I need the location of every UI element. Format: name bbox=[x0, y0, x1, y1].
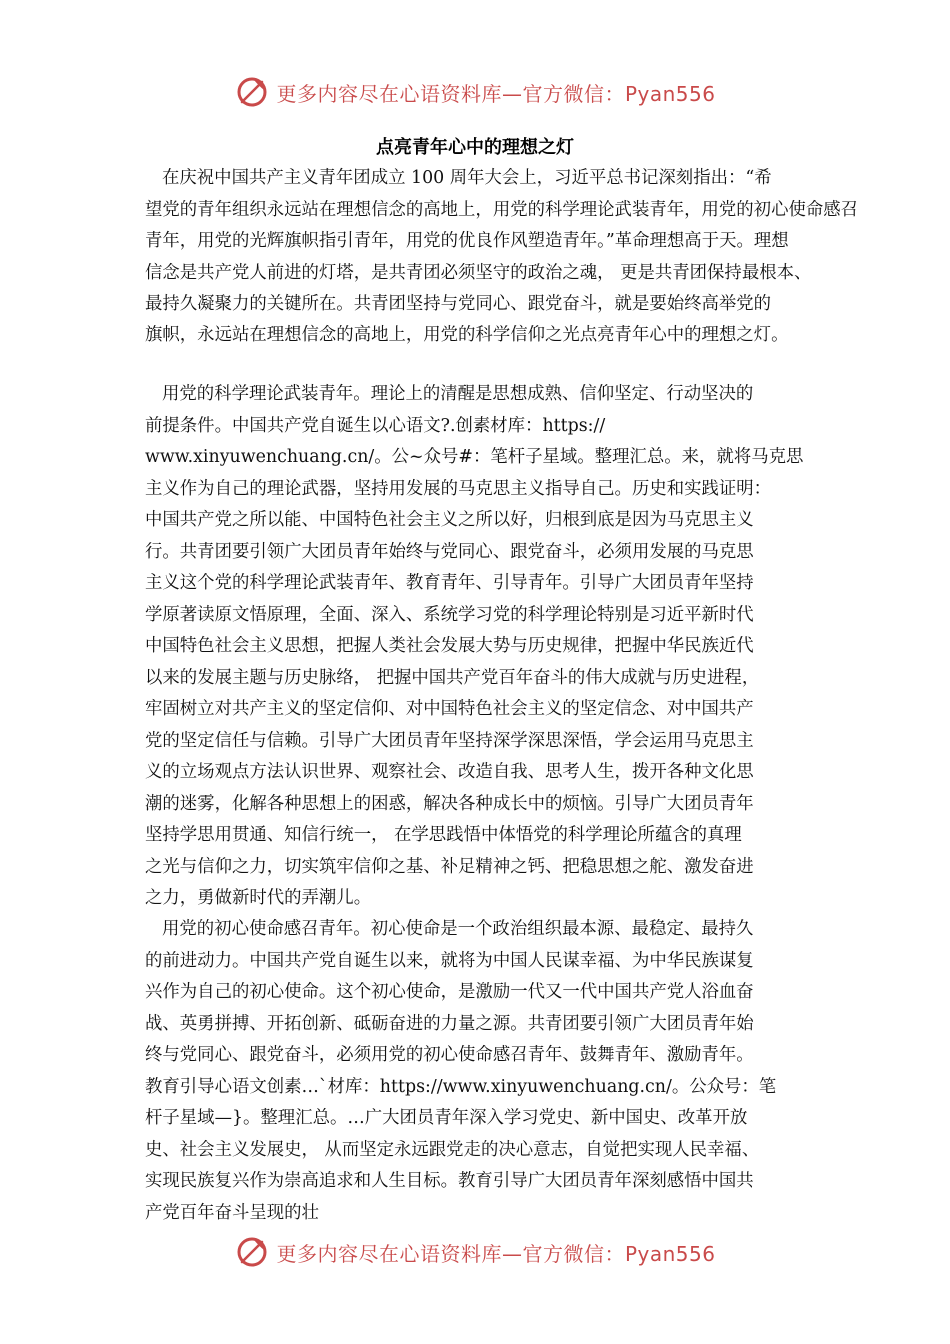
body-text-line: 教育引导心语文创素…`材库：https://www.xinyuwenchuang.cn/。公众号：笔 bbox=[145, 1077, 777, 1097]
body-text-line: 中国特色社会主义思想，把握人类社会发展大势与历史规律，把握中华民族近代 bbox=[145, 636, 754, 656]
body-text-line: www.xinyuwenchuang.cn/。公~众号#：笔杆子星域。整理汇总。来，就将马克思 bbox=[145, 447, 804, 467]
body-text-line: 史、社会主义发展史， 从而坚定永远跟党走的决心意志，自觉把实现人民幸福、 bbox=[145, 1140, 760, 1160]
body-text-line: 之光与信仰之力，切实筑牢信仰之基、补足精神之钙、把稳思想之舵、激发奋进 bbox=[145, 857, 754, 877]
body-text-line: 兴作为自己的初心使命。这个初心使命，是激励一代又一代中国共产党人浴血奋 bbox=[145, 982, 754, 1002]
body-text-line: 潮的迷雾，化解各种思想上的困惑，解决各种成长中的烦恼。引导广大团员青年 bbox=[145, 794, 754, 814]
body-text-line: 产党百年奋斗呈现的壮 bbox=[145, 1203, 319, 1223]
body-text-line: 主义作为自己的理论武器，坚持用发展的马克思主义指导自己。历史和实践证明： bbox=[145, 479, 772, 499]
body-text-line: 的前进动力。中国共产党自诞生以来，就将为中国人民谋幸福、为中华民族谋复 bbox=[145, 951, 754, 971]
body-text-line: 用党的初心使命感召青年。初心使命是一个政治组织最本源、最稳定、最持久 bbox=[162, 919, 754, 939]
body-text-line: 党的坚定信任与信赖。引导广大团员青年坚持深学深思深悟，学会运用马克思主 bbox=[145, 731, 754, 751]
document-title: 点亮青年心中的理想之灯 bbox=[376, 137, 574, 158]
body-text-line: 以来的发展主题与历史脉络， 把握中国共产党百年奋斗的伟大成就与历史进程， bbox=[145, 668, 760, 688]
body-text-line: 行。共青团要引领广大团员青年始终与党同心、跟党奋斗，必须用发展的马克思 bbox=[145, 542, 754, 562]
body-text-line: 终与党同心、跟党奋斗，必须用党的初心使命感召青年、鼓舞青年、激励青年。 bbox=[145, 1045, 754, 1065]
body-text-line: 青年，用党的光辉旗帜指引青年，用党的优良作风塑造青年。”革命理想高于天。理想 bbox=[145, 231, 789, 251]
body-text-line: 旗帜，永远站在理想信念的高地上，用党的科学信仰之光点亮青年心中的理想之灯。 bbox=[145, 325, 789, 345]
footer-watermark-banner bbox=[0, 1232, 950, 1272]
body-text-line: 望党的青年组织永远站在理想信念的高地上，用党的科学理论武装青年，用党的初心使命感召 bbox=[145, 200, 859, 220]
body-text-line: 牢固树立对共产主义的坚定信仰、对中国特色社会主义的坚定信念、对中国共产 bbox=[145, 699, 754, 719]
body-text-line: 战、英勇拼搏、开拓创新、砥砺奋进的力量之源。共青团要引领广大团员青年始 bbox=[145, 1014, 754, 1034]
quill-logo-icon bbox=[234, 74, 270, 110]
body-text-line: 用党的科学理论武装青年。理论上的清醒是思想成熟、信仰坚定、行动坚决的 bbox=[162, 384, 754, 404]
body-text-line: 杆子星域—}。整理汇总。…广大团员青年深入学习党史、新中国史、改革开放 bbox=[145, 1108, 748, 1128]
body-text-line: 学原著读原文悟原理，全面、深入、系统学习党的科学理论特别是习近平新时代 bbox=[145, 605, 754, 625]
body-text-line: 之力，勇做新时代的弄潮儿。 bbox=[145, 888, 372, 908]
body-text-line: 义的立场观点方法认识世界、观察社会、改造自我、思考人生，拨开各种文化思 bbox=[145, 762, 754, 782]
quill-logo-icon bbox=[234, 1234, 270, 1270]
body-text-line: 前提条件。中国共产党自诞生以心语文?.创素材库：https:// bbox=[145, 416, 606, 436]
body-text-line: 在庆祝中国共产主义青年团成立 100 周年大会上，习近平总书记深刻指出：“希 bbox=[162, 168, 772, 188]
body-text-line: 最持久凝聚力的关键所在。共青团坚持与党同心、跟党奋斗，就是要始终高举党的 bbox=[145, 294, 772, 314]
header-watermark-banner bbox=[0, 72, 950, 112]
footer-watermark-text: 更多内容尽在心语资料库—官方微信：Pyan556 bbox=[276, 1241, 716, 1266]
body-text-line: 坚持学思用贯通、知信行统一， 在学思践悟中体悟党的科学理论所蕴含的真理 bbox=[145, 825, 742, 845]
body-text-line: 主义这个党的科学理论武装青年、教育青年、引导青年。引导广大团员青年坚持 bbox=[145, 573, 754, 593]
body-text-line: 信念是共产党人前进的灯塔，是共青团必须坚守的政治之魂， 更是共青团保持最根本、 bbox=[145, 263, 812, 283]
body-text-line: 中国共产党之所以能、中国特色社会主义之所以好，归根到底是因为马克思主义 bbox=[145, 510, 754, 530]
body-text-line: 实现民族复兴作为崇高追求和人生目标。教育引导广大团员青年深刻感悟中国共 bbox=[145, 1171, 754, 1191]
header-watermark-text: 更多内容尽在心语资料库—官方微信：Pyan556 bbox=[276, 81, 716, 106]
